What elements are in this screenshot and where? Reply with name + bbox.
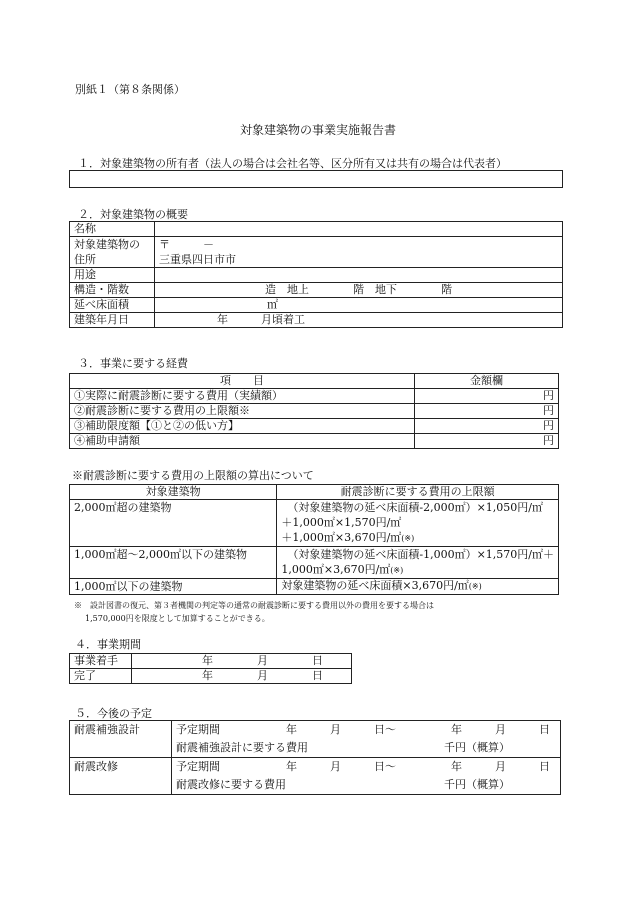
section-2-heading: ２．対象建築物の概要 [78,208,188,221]
completion-date-field[interactable]: 年 月 日 [132,669,352,684]
retrofit-field[interactable]: 予定期間 年 月 日～ 年 月 日 耐震改修に要する費用 千円（概算） [172,758,561,795]
expense-table [69,373,559,449]
footnote-line-2: 1,570,000円を限度として加算することができる。 [85,614,270,623]
expense-row-label: ①実際に耐震診断に要する費用（実績額） [70,389,415,404]
table-row [70,669,352,684]
section-5-heading: ５．今後の予定 [75,707,152,720]
retrofit-design-field[interactable]: 予定期間 年 月 日～ 年 月 日 耐震補強設計に要する費用 千円（概算） [172,721,561,758]
section-3-heading: ３．事業に要する経費 [78,357,188,370]
expense-row-label: ③補助限度額【①と②の低い方】 [70,419,415,434]
expense-amount-field[interactable]: 円 [415,434,559,449]
table-row [70,579,559,595]
column-header-item: 項 目 [70,374,415,389]
project-period-table [69,653,352,684]
floor-area-field[interactable]: ㎡ [155,298,563,313]
calc-row-label: 2,000㎡超の建築物 [70,500,277,547]
structure-field[interactable]: 造 地上 階 地下 階 [155,283,563,298]
table-row [70,434,559,449]
expense-row-label: ②耐震診断に要する費用の上限額※ [70,404,415,419]
table-row [70,389,559,404]
table-row [70,237,563,268]
construction-date-field[interactable]: 年 月頃着工 [155,313,563,328]
section-4-heading: ４．事業期間 [75,638,141,651]
use-field[interactable] [155,268,563,283]
construction-date-label: 建築年月日 [70,313,155,328]
table-row [70,268,563,283]
address-label: 対象建築物の 住所 [70,237,155,268]
column-header-building: 対象建築物 [70,485,277,500]
use-label: 用途 [70,268,155,283]
section-1-heading: １．対象建築物の所有者（法人の場合は会社名等、区分所有又は共有の場合は代表者） [78,157,507,170]
table-row [70,721,561,758]
table-row [70,758,561,795]
table-row [70,283,563,298]
building-overview-table [69,221,563,328]
start-label: 事業着手 [70,654,132,669]
table-row [70,654,352,669]
table-row [70,374,559,389]
table-row [70,222,563,237]
table-row [70,404,559,419]
table-row [70,547,559,579]
address-field[interactable] [155,237,563,268]
retrofit-design-label: 耐震補強設計 [70,721,172,758]
table-row [70,313,563,328]
expense-amount-field[interactable]: 円 [415,389,559,404]
expense-amount-field[interactable]: 円 [415,404,559,419]
calc-row-formula: 対象建築物の延べ床面積×3,670円/㎡(※) [277,579,559,595]
page-title: 対象建築物の事業実施報告書 [240,123,397,137]
owner-input-box[interactable] [69,170,563,188]
completion-label: 完了 [70,669,132,684]
column-header-amount: 金額欄 [415,374,559,389]
calc-row-label: 1,000㎡以下の建築物 [70,579,277,595]
table-row [70,419,559,434]
postal-code: 〒 － [159,238,214,251]
expense-amount-field[interactable]: 円 [415,419,559,434]
future-plan-table [69,720,561,795]
footnote-line-1: ※ 設計図書の復元、第３者機関の判定等の通常の耐震診断に要する費用以外の費用を要する場合は [74,601,434,610]
calc-row-label: 1,000㎡超～2,000㎡以下の建築物 [70,547,277,579]
table-row [70,485,559,500]
limit-calc-table [69,484,559,595]
table-row [70,298,563,313]
name-label: 名称 [70,222,155,237]
city-name: 三重県四日市市 [159,253,236,266]
name-field[interactable] [155,222,563,237]
column-header-limit: 耐震診断に要する費用の上限額 [277,485,559,500]
retrofit-label: 耐震改修 [70,758,172,795]
calc-row-formula: （対象建築物の延べ床面積-2,000㎡）×1,050円/㎡ ＋1,000㎡×1,570円/㎡ ＋1,000㎡×3,670円/㎡(※) [277,500,559,547]
table-row [70,500,559,547]
floor-area-label: 延べ床面積 [70,298,155,313]
expense-row-label: ④補助申請額 [70,434,415,449]
calc-heading: ※耐震診断に要する費用の上限額の算出について [72,469,314,482]
structure-label: 構造・階数 [70,283,155,298]
form-reference: 別紙１（第８条関係） [75,83,185,96]
start-date-field[interactable]: 年 月 日 [132,654,352,669]
calc-row-formula: （対象建築物の延べ床面積-1,000㎡）×1,570円/㎡＋ 1,000㎡×3,670円/㎡(※) [277,547,559,579]
